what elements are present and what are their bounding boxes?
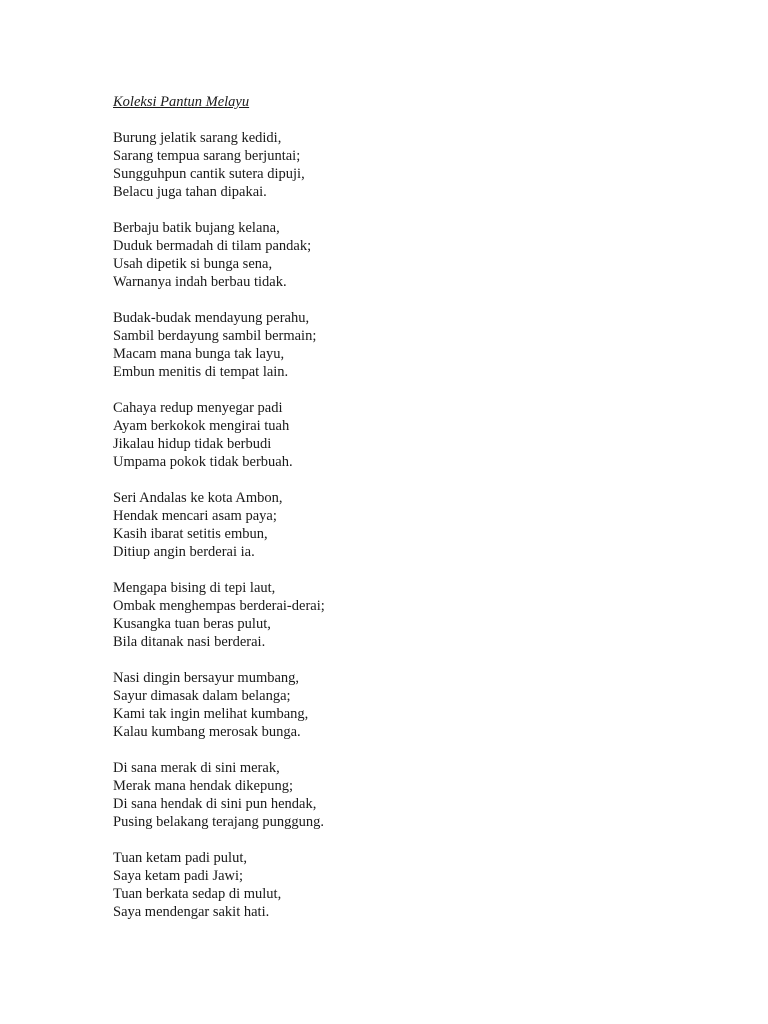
pantun-line: Cahaya redup menyegar padi bbox=[113, 400, 283, 416]
document-title: Koleksi Pantun Melayu bbox=[113, 94, 250, 110]
pantun-stanza bbox=[113, 489, 713, 561]
pantun-line: Embun menitis di tempat lain. bbox=[113, 364, 289, 380]
pantun-line: Budak-budak mendayung perahu, bbox=[113, 310, 310, 326]
pantun-line: Belacu juga tahan dipakai. bbox=[113, 184, 267, 200]
pantun-line: Hendak mencari asam paya; bbox=[113, 508, 277, 524]
pantun-line: Sarang tempua sarang berjuntai; bbox=[113, 148, 301, 164]
pantun-line: Umpama pokok tidak berbuah. bbox=[113, 454, 293, 470]
pantun-line: Ombak menghempas berderai-derai; bbox=[113, 598, 325, 614]
pantun-line: Nasi dingin bersayur mumbang, bbox=[113, 670, 300, 686]
pantun-stanza bbox=[113, 849, 713, 921]
pantun-line: Pusing belakang terajang punggung. bbox=[113, 814, 325, 830]
pantun-stanza bbox=[113, 579, 713, 651]
pantun-stanza bbox=[113, 759, 713, 831]
pantun-line: Saya ketam padi Jawi; bbox=[113, 868, 244, 884]
pantun-line: Sambil berdayung sambil bermain; bbox=[113, 328, 317, 344]
pantun-line: Burung jelatik sarang kedidi, bbox=[113, 130, 282, 146]
pantun-line: Di sana merak di sini merak, bbox=[113, 760, 280, 776]
pantun-line: Ditiup angin berderai ia. bbox=[113, 544, 255, 560]
pantun-line: Ayam berkokok mengirai tuah bbox=[113, 418, 290, 434]
pantun-line: Tuan ketam padi pulut, bbox=[113, 850, 247, 866]
pantun-line: Seri Andalas ke kota Ambon, bbox=[113, 490, 283, 506]
pantun-line: Tuan berkata sedap di mulut, bbox=[113, 886, 282, 902]
pantun-line: Mengapa bising di tepi laut, bbox=[113, 580, 276, 596]
pantun-line: Kasih ibarat setitis embun, bbox=[113, 526, 268, 542]
pantun-line: Di sana hendak di sini pun hendak, bbox=[113, 796, 317, 812]
pantun-line: Saya mendengar sakit hati. bbox=[113, 904, 270, 920]
stanza-list bbox=[113, 129, 713, 921]
pantun-line: Jikalau hidup tidak berbudi bbox=[113, 436, 272, 452]
pantun-line: Berbaju batik bujang kelana, bbox=[113, 220, 280, 236]
pantun-line: Sayur dimasak dalam belanga; bbox=[113, 688, 291, 704]
pantun-stanza bbox=[113, 129, 713, 201]
pantun-line: Usah dipetik si bunga sena, bbox=[113, 256, 273, 272]
document-body bbox=[113, 93, 713, 939]
pantun-line: Kusangka tuan beras pulut, bbox=[113, 616, 271, 632]
pantun-line: Merak mana hendak dikepung; bbox=[113, 778, 293, 794]
pantun-line: Kalau kumbang merosak bunga. bbox=[113, 724, 301, 740]
pantun-stanza bbox=[113, 399, 713, 471]
pantun-stanza bbox=[113, 309, 713, 381]
pantun-line: Macam mana bunga tak layu, bbox=[113, 346, 285, 362]
pantun-line: Duduk bermadah di tilam pandak; bbox=[113, 238, 312, 254]
pantun-stanza bbox=[113, 669, 713, 741]
pantun-line: Warnanya indah berbau tidak. bbox=[113, 274, 287, 290]
pantun-stanza bbox=[113, 219, 713, 291]
pantun-line: Kami tak ingin melihat kumbang, bbox=[113, 706, 309, 722]
pantun-line: Bila ditanak nasi berderai. bbox=[113, 634, 266, 650]
pantun-line: Sungguhpun cantik sutera dipuji, bbox=[113, 166, 305, 182]
